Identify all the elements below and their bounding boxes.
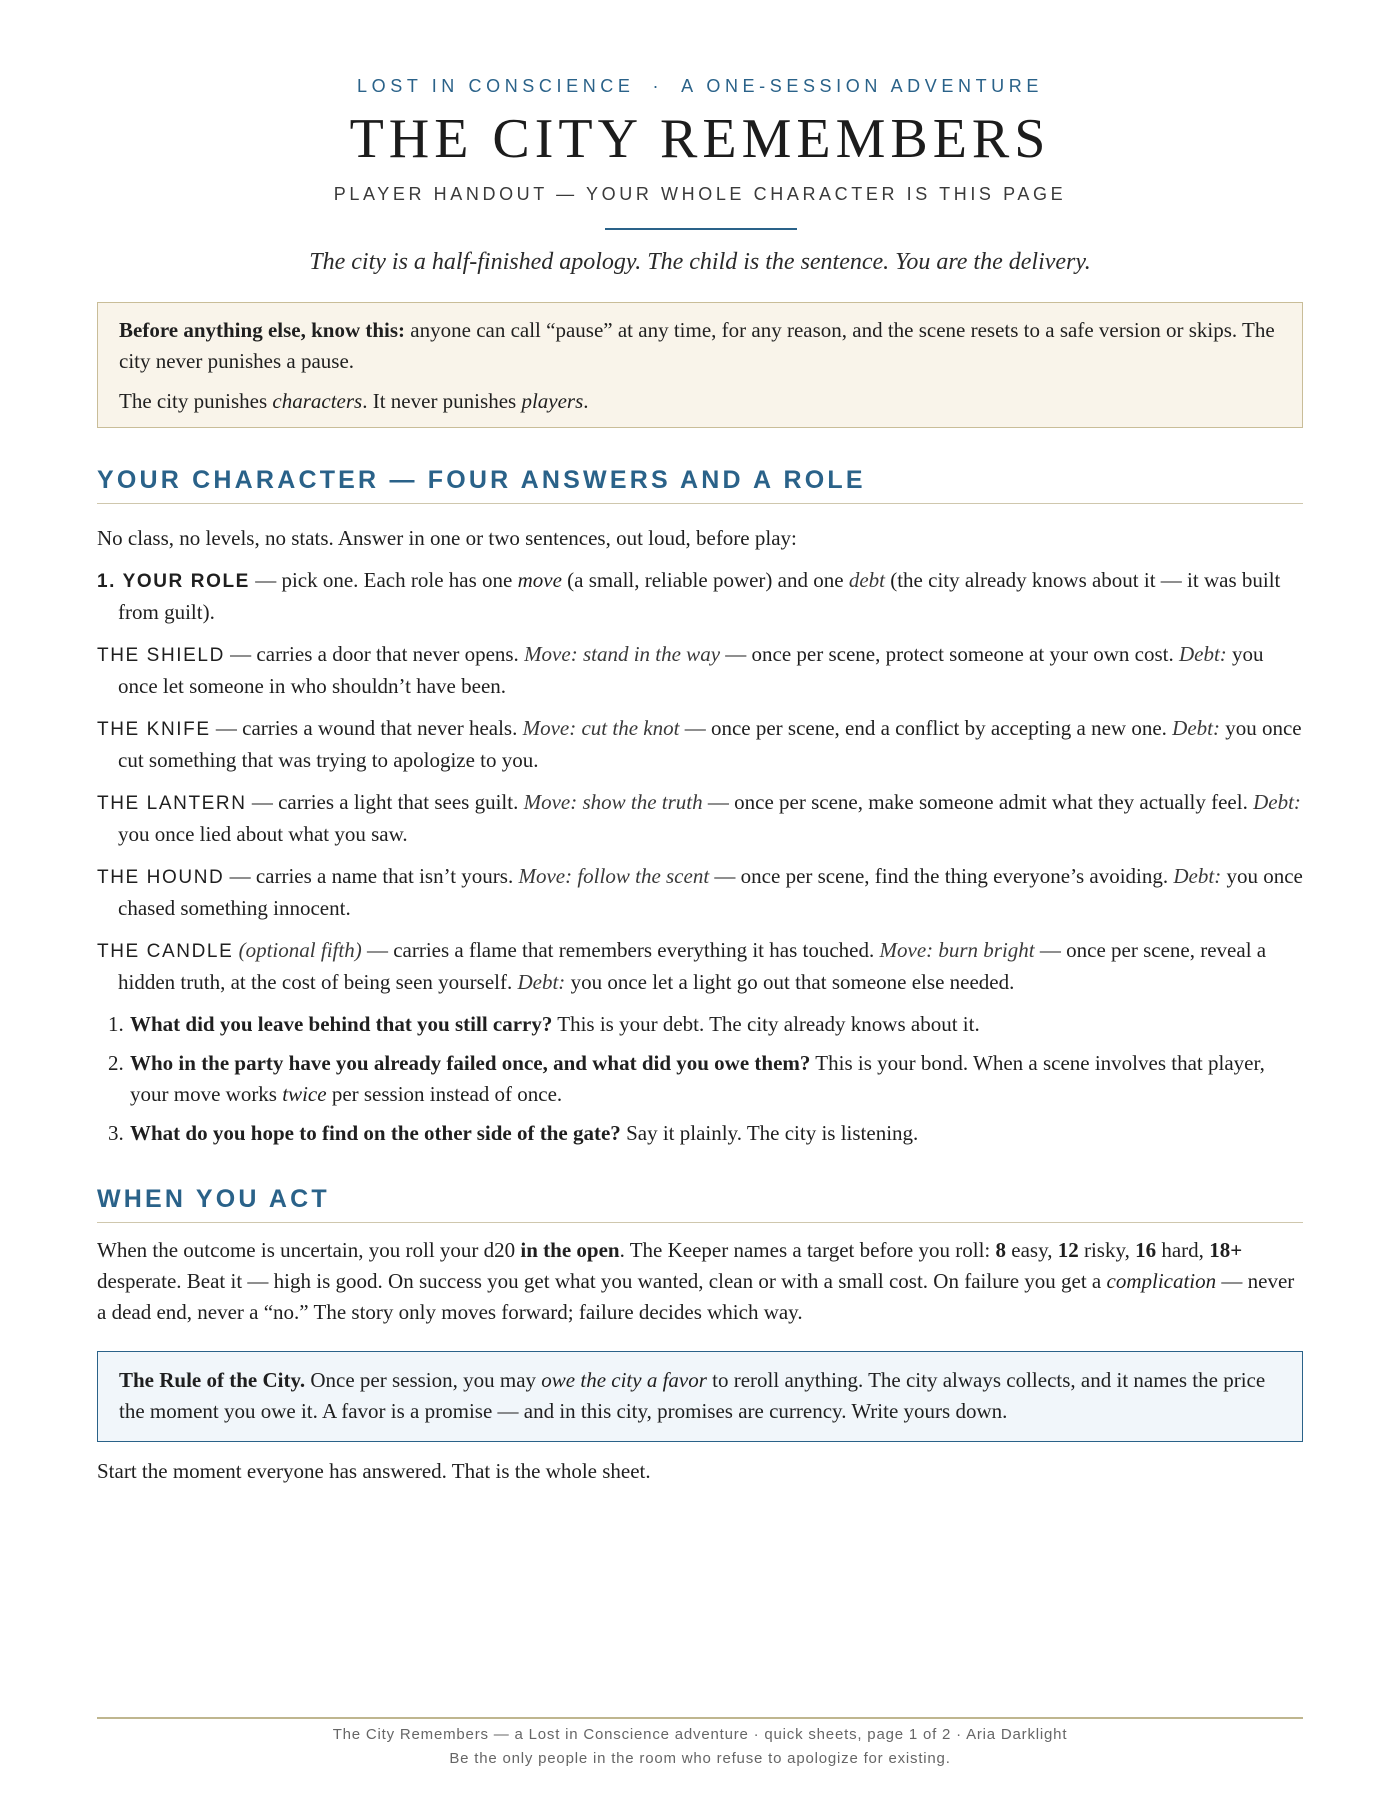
act-text-3: — never a dead end, never a “no.” The story only moves forward; failure decides which way. <box>97 1269 1295 1324</box>
act-text-2: . The Keeper names a target before you roll: <box>619 1238 996 1262</box>
tagline: The city is a half-finished apology. The child is the sentence. You are the delivery. <box>309 249 1091 275</box>
role-name: THE LANTERN <box>97 793 247 814</box>
role-debt: you once let a light go out that someone else needed. <box>565 970 1015 994</box>
favor-emphasis: owe the city a favor <box>541 1368 707 1392</box>
favor-text-a: Once per session, you may <box>305 1368 542 1392</box>
target-easy: 8 <box>995 1238 1007 1262</box>
footer-motto: Be the only people in the room who refuse to apologize for existing. <box>449 1750 951 1767</box>
target-risky: 12 <box>1057 1238 1079 1262</box>
role-debt-word: debt <box>848 568 885 592</box>
role-move: Move: burn bright <box>879 938 1035 962</box>
role-move-description: — once per scene, find the thing everyone’s avoiding. <box>709 864 1174 888</box>
target-hard-label: hard, <box>1156 1238 1210 1262</box>
role-text-c: (the city already knows about it — it was built from guilt). <box>118 568 1281 624</box>
question-item <box>129 1118 1303 1149</box>
safety-paragraph <box>119 315 1282 377</box>
role-name: THE KNIFE <box>97 719 211 740</box>
role-debt-label: Debt: <box>1253 790 1301 814</box>
role-instruction <box>97 565 1303 628</box>
act-heading: WHEN YOU ACT <box>97 1185 1303 1223</box>
safety-callout <box>97 302 1303 428</box>
target-desperate: 18+ <box>1209 1238 1243 1262</box>
role-move-description: — once per scene, end a conflict by accepting a new one. <box>679 716 1173 740</box>
page-subtitle: PLAYER HANDOUT — YOUR WHOLE CHARACTER IS THIS PAGE <box>333 184 1067 204</box>
safety-line2-e: . <box>583 389 589 413</box>
role-label: 1. YOUR ROLE <box>97 571 250 592</box>
safety-text: anyone can call “pause” at any time, for any reason, and the scene resets to a safe version or skips. The city never punishes a pause. <box>119 318 1275 373</box>
act-complication: complication <box>1106 1269 1217 1293</box>
role-name: THE CANDLE <box>97 941 234 962</box>
role-debt-label: Debt: <box>517 970 566 994</box>
rule-of-city-callout <box>97 1351 1303 1442</box>
question-answer-tail: per session instead of once. <box>326 1082 563 1106</box>
question-emphasis: twice <box>282 1082 327 1106</box>
target-easy-label: easy, <box>1006 1238 1058 1262</box>
question-answer: This is your bond. When a scene involves that player, your move works <box>130 1051 1265 1106</box>
favor-lead: The Rule of the City. <box>119 1368 306 1392</box>
role-debt: you once cut something that was trying to apologize to you. <box>118 716 1302 772</box>
role-debt: you once let someone in who shouldn’t have been. <box>118 642 1264 698</box>
target-risky-label: risky, <box>1078 1238 1136 1262</box>
role-move-description: — once per scene, protect someone at your own cost. <box>720 642 1179 666</box>
closing-line: Start the moment everyone has answered. That is the whole sheet. <box>97 1459 651 1483</box>
question-text: What did you leave behind that you still carry? <box>130 1012 553 1036</box>
series-name: LOST IN CONSCIENCE <box>357 76 635 96</box>
role-entry <box>97 861 1303 924</box>
act-paragraph <box>97 1235 1303 1328</box>
role-name: THE HOUND <box>97 867 225 888</box>
role-debt-label: Debt: <box>1178 642 1227 666</box>
role-description: — carries a name that isn’t yours. <box>224 864 519 888</box>
role-move-word: move <box>517 568 562 592</box>
role-move-description: — once per scene, reveal a hidden truth, at the cost of being seen yourself. <box>118 938 1267 994</box>
title-divider <box>605 228 797 230</box>
question-text: What do you hope to find on the other side of the gate? <box>130 1121 621 1145</box>
safety-lead: Before anything else, know this: <box>119 318 406 342</box>
safety-players: players <box>521 389 584 413</box>
role-description: — carries a light that sees guilt. <box>246 790 524 814</box>
question-list <box>97 1009 1303 1149</box>
safety-line2-a: The city punishes <box>119 389 273 413</box>
role-list <box>97 639 1303 998</box>
role-entry <box>97 713 1303 776</box>
footer-divider <box>97 1717 1303 1719</box>
character-heading: YOUR CHARACTER — FOUR ANSWERS AND A ROLE <box>97 466 1303 504</box>
footer-credit: The City Remembers — a Lost in Conscience adventure · quick sheets, page 1 of 2 · Aria Darklight <box>332 1726 1068 1743</box>
role-debt-label: Debt: <box>1173 864 1222 888</box>
role-debt-label: Debt: <box>1172 716 1220 740</box>
safety-line2-c: . It never punishes <box>362 389 522 413</box>
role-entry <box>97 935 1303 998</box>
character-section <box>97 523 1303 1157</box>
role-entry <box>97 639 1303 702</box>
act-in-the-open: in the open <box>520 1238 620 1262</box>
role-entry <box>97 787 1303 850</box>
character-intro: No class, no levels, no stats. Answer in one or two sentences, out loud, before play: <box>97 526 797 550</box>
act-text-1: When the outcome is uncertain, you roll your d20 <box>97 1238 521 1262</box>
role-description: — carries a door that never opens. <box>224 642 525 666</box>
handout-page <box>97 0 1303 1812</box>
role-description: — carries a flame that remembers everything it has touched. <box>361 938 880 962</box>
role-debt: you once lied about what you saw. <box>118 822 408 846</box>
safety-characters: characters <box>272 389 363 413</box>
series-kicker <box>97 76 1303 97</box>
role-description: — carries a wound that never heals. <box>210 716 523 740</box>
target-hard: 16 <box>1135 1238 1157 1262</box>
role-debt: you once chased something innocent. <box>118 864 1303 920</box>
role-text-b: (a small, reliable power) and one <box>561 568 849 592</box>
role-move: Move: stand in the way <box>524 642 721 666</box>
question-answer: Say it plainly. The city is listening. <box>620 1121 919 1145</box>
kicker-separator: · <box>652 76 664 96</box>
role-name: THE SHIELD <box>97 645 225 666</box>
role-move-description: — once per scene, make someone admit what they actually feel. <box>702 790 1254 814</box>
role-move: Move: follow the scent <box>518 864 710 888</box>
page-title: THE CITY REMEMBERS <box>349 108 1051 170</box>
question-item <box>129 1048 1303 1110</box>
question-text: Who in the party have you already failed once, and what did you owe them? <box>130 1051 811 1075</box>
role-move: Move: show the truth <box>523 790 703 814</box>
role-optional-note: (optional fifth) <box>233 938 362 962</box>
adventure-format: A ONE-SESSION ADVENTURE <box>681 76 1043 96</box>
role-move: Move: cut the knot <box>522 716 680 740</box>
favor-text-b: to reroll anything. The city always collects, and it names the price the moment you owe it. A favor is a promise — and in this city, promises are currency. Write yours down. <box>119 1368 1266 1423</box>
act-section <box>97 1235 1303 1328</box>
question-item <box>129 1009 1303 1040</box>
target-desperate-label: desperate. Beat it — high is good. On success you get what you wanted, clean or with a small cost. On failure you get a <box>97 1269 1107 1293</box>
question-answer: This is your debt. The city already knows about it. <box>552 1012 980 1036</box>
role-text-a: — pick one. Each role has one <box>249 568 518 592</box>
safety-line-2 <box>119 386 1282 417</box>
